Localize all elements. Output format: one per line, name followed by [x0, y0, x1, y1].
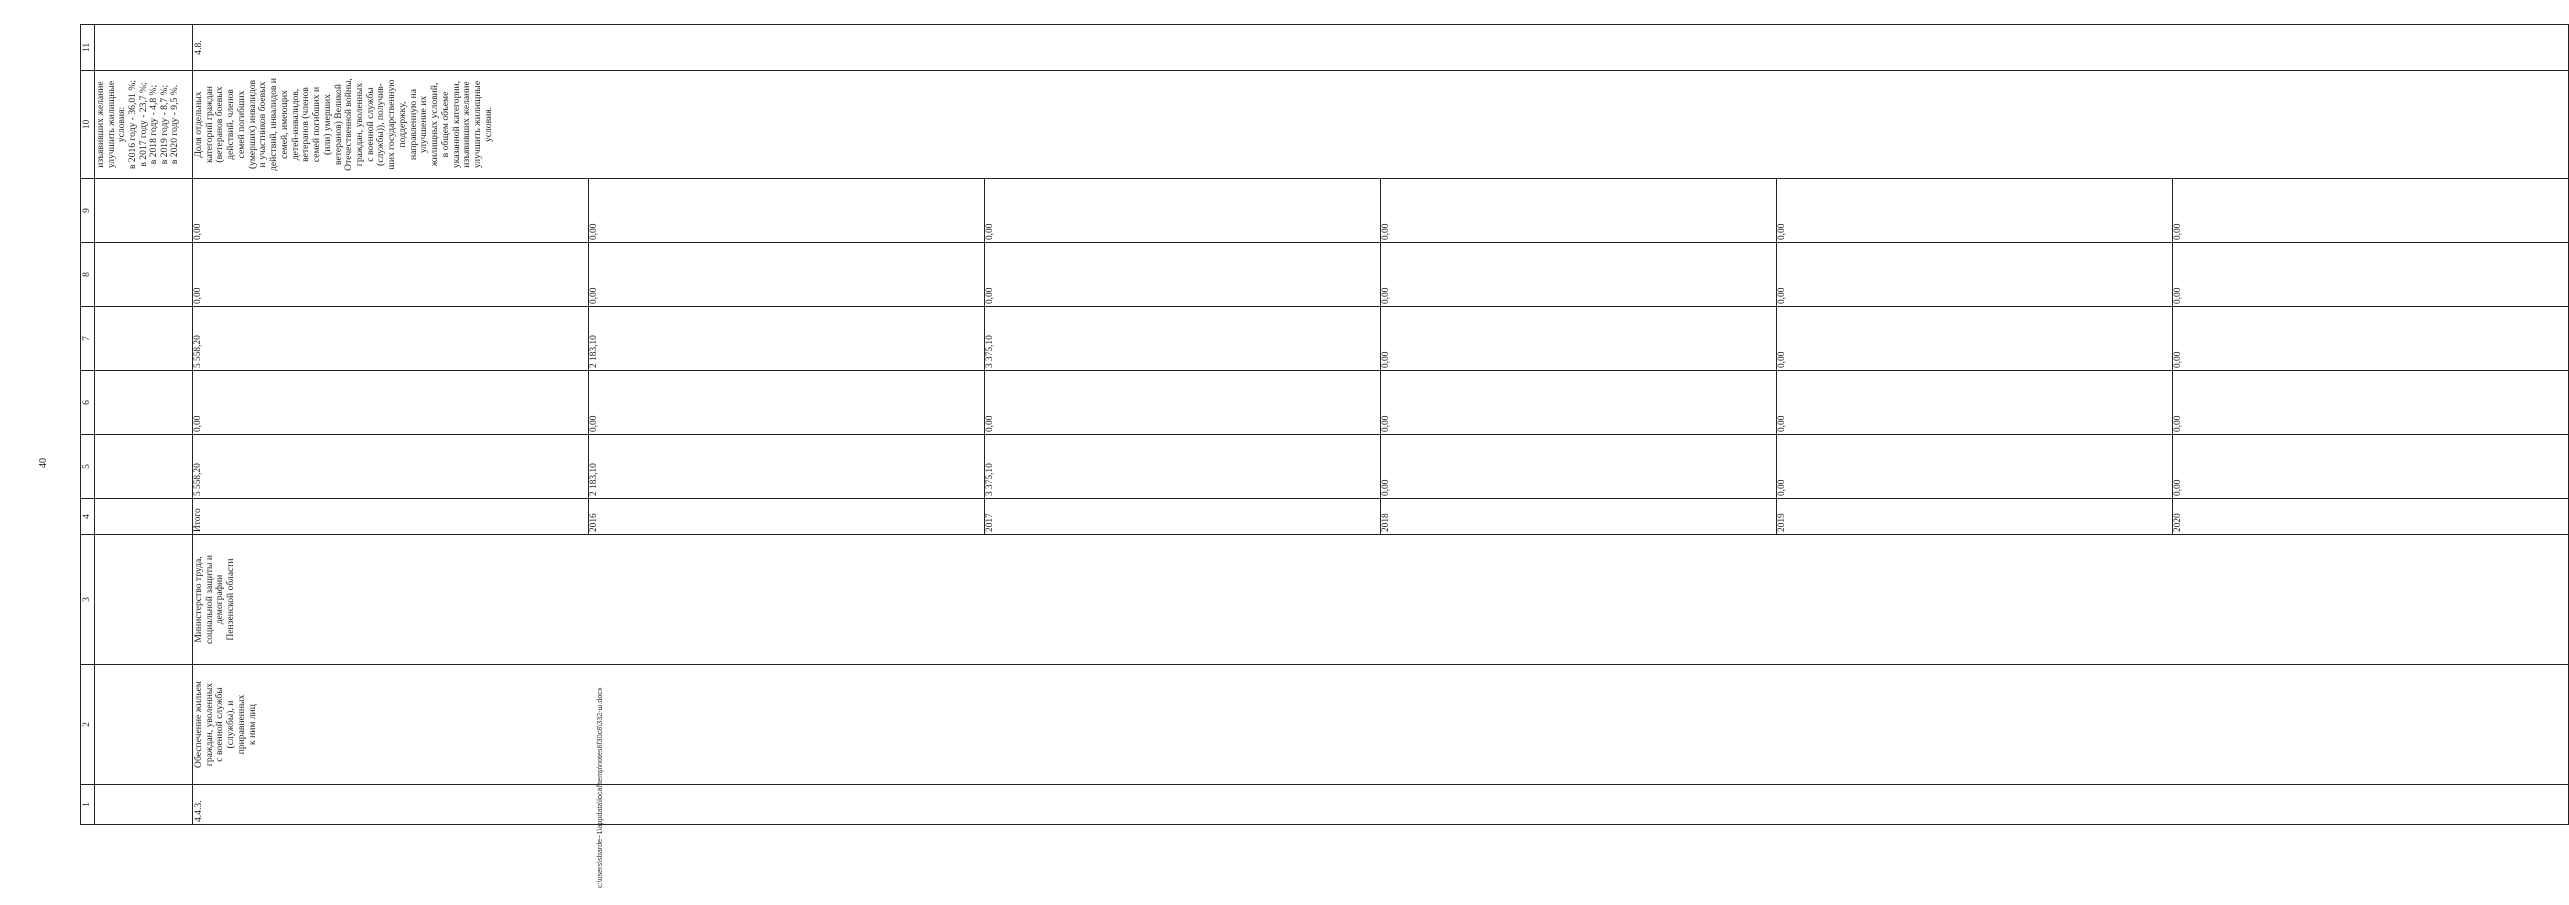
page-number: 40 [38, 458, 49, 468]
federal-funding [193, 371, 2569, 435]
value-cell: 0,00 [1777, 179, 2173, 242]
header-cell: 6 [81, 371, 95, 435]
executor: Министерство труда, социальной защиты и демографии Пензенской области [193, 535, 2569, 665]
measure-name: Обеспечение жильем граждан, уволенных с военной службы (службы), и приравненных к ним лиц [193, 665, 2569, 785]
value-cell: 5 558,20 [193, 307, 589, 370]
header-cell: 10 [81, 71, 95, 179]
total-funding [193, 435, 2569, 499]
value-cell: 0,00 [2173, 223, 2183, 240]
header-cell: 3 [81, 535, 95, 665]
value-cell: 0,00 [1381, 307, 1777, 370]
header-cell: 5 [81, 435, 95, 499]
other-funding [193, 179, 2569, 243]
value-cell: 0,00 [589, 371, 985, 434]
header-cell: 4 [81, 499, 95, 535]
value-cell: 0,00 [2173, 415, 2183, 432]
indicator-description: Доля отдельных категорий граждан (ветеранов боевых действий, членов семей погибших (умерших) инвалидов и участников боевых действий, инвалидов и семей, имеющих детей-инвалидов, ветеранов (членов семей погибших и (или) умерших ветеранов) Великой Отечественной войны, граждан, уволенных с военной службы (службы)), получив- ших государственную поддержку, направленную на улучшение их жилищных условий, в общем объеме указанной категории, изъявивших желание улучшить жилищные условия. [193, 71, 2569, 179]
years-cell [193, 499, 2569, 535]
value-cell: 0,00 [985, 371, 1381, 434]
value-cell: 0,00 [589, 243, 985, 306]
value-cell: 0,00 [1381, 435, 1777, 498]
value-cell: 0,00 [193, 243, 589, 306]
value-cell: 0,00 [1381, 371, 1777, 434]
header-cell: 7 [81, 307, 95, 371]
value-cell: 0,00 [1777, 435, 2173, 498]
value-cell: 3 375,10 [985, 307, 1381, 370]
value-cell: 0,00 [1381, 243, 1777, 306]
value-cell: 5 558,20 [193, 435, 589, 498]
value-cell: 2 183,10 [589, 307, 985, 370]
value-cell: 0,00 [589, 179, 985, 242]
value-cell: 0,00 [1381, 179, 1777, 242]
header-cell: 8 [81, 243, 95, 307]
year-label: 2017 [985, 499, 1381, 534]
value-cell: 0,00 [985, 243, 1381, 306]
value-cell: 0,00 [985, 179, 1381, 242]
value-cell: 3 375,10 [985, 435, 1381, 498]
year-label: 2019 [1777, 499, 2173, 534]
value-cell: 0,00 [2173, 351, 2183, 368]
header-cell: 2 [81, 665, 95, 785]
header-row [81, 25, 95, 825]
header-cell: 9 [81, 179, 95, 243]
value-cell: 0,00 [2173, 479, 2183, 496]
value-cell: 0,00 [193, 371, 589, 434]
year-label: 2016 [589, 499, 985, 534]
value-cell: 0,00 [1777, 307, 2173, 370]
header-cell: 1 [81, 785, 95, 825]
carryover-indicator: изъявивших желание улучшить жилищные условия: в 2016 году - 36,01 %; в 2017 году - 23,7 %; в 2018 году - 4,8 %; в 2019 году - 8,7 %; в 2020 году - 9,5 %. [95, 71, 193, 179]
value-cell: 0,00 [193, 179, 589, 242]
value-cell: 0,00 [1777, 243, 2173, 306]
year-label: 2018 [1381, 499, 1777, 534]
year-label: 2020 [2173, 513, 2183, 532]
regional-funding [193, 307, 2569, 371]
value-cell: 2 183,10 [589, 435, 985, 498]
local-funding [193, 243, 2569, 307]
header-cell: 11 [81, 25, 95, 71]
row-number: 4.4.3. [193, 785, 2569, 825]
value-cell: 0,00 [2173, 287, 2183, 304]
indicator-number: 4.8. [193, 25, 2569, 71]
table-row [193, 25, 2569, 825]
carryover-row [95, 25, 193, 825]
file-path-footer: c:\users\sbarde~1\appdata\local\temp\notes6f30c8\332-ш.docx [595, 687, 604, 888]
year-label: Итого [193, 499, 589, 534]
value-cell: 0,00 [1777, 371, 2173, 434]
program-table [80, 24, 2569, 825]
